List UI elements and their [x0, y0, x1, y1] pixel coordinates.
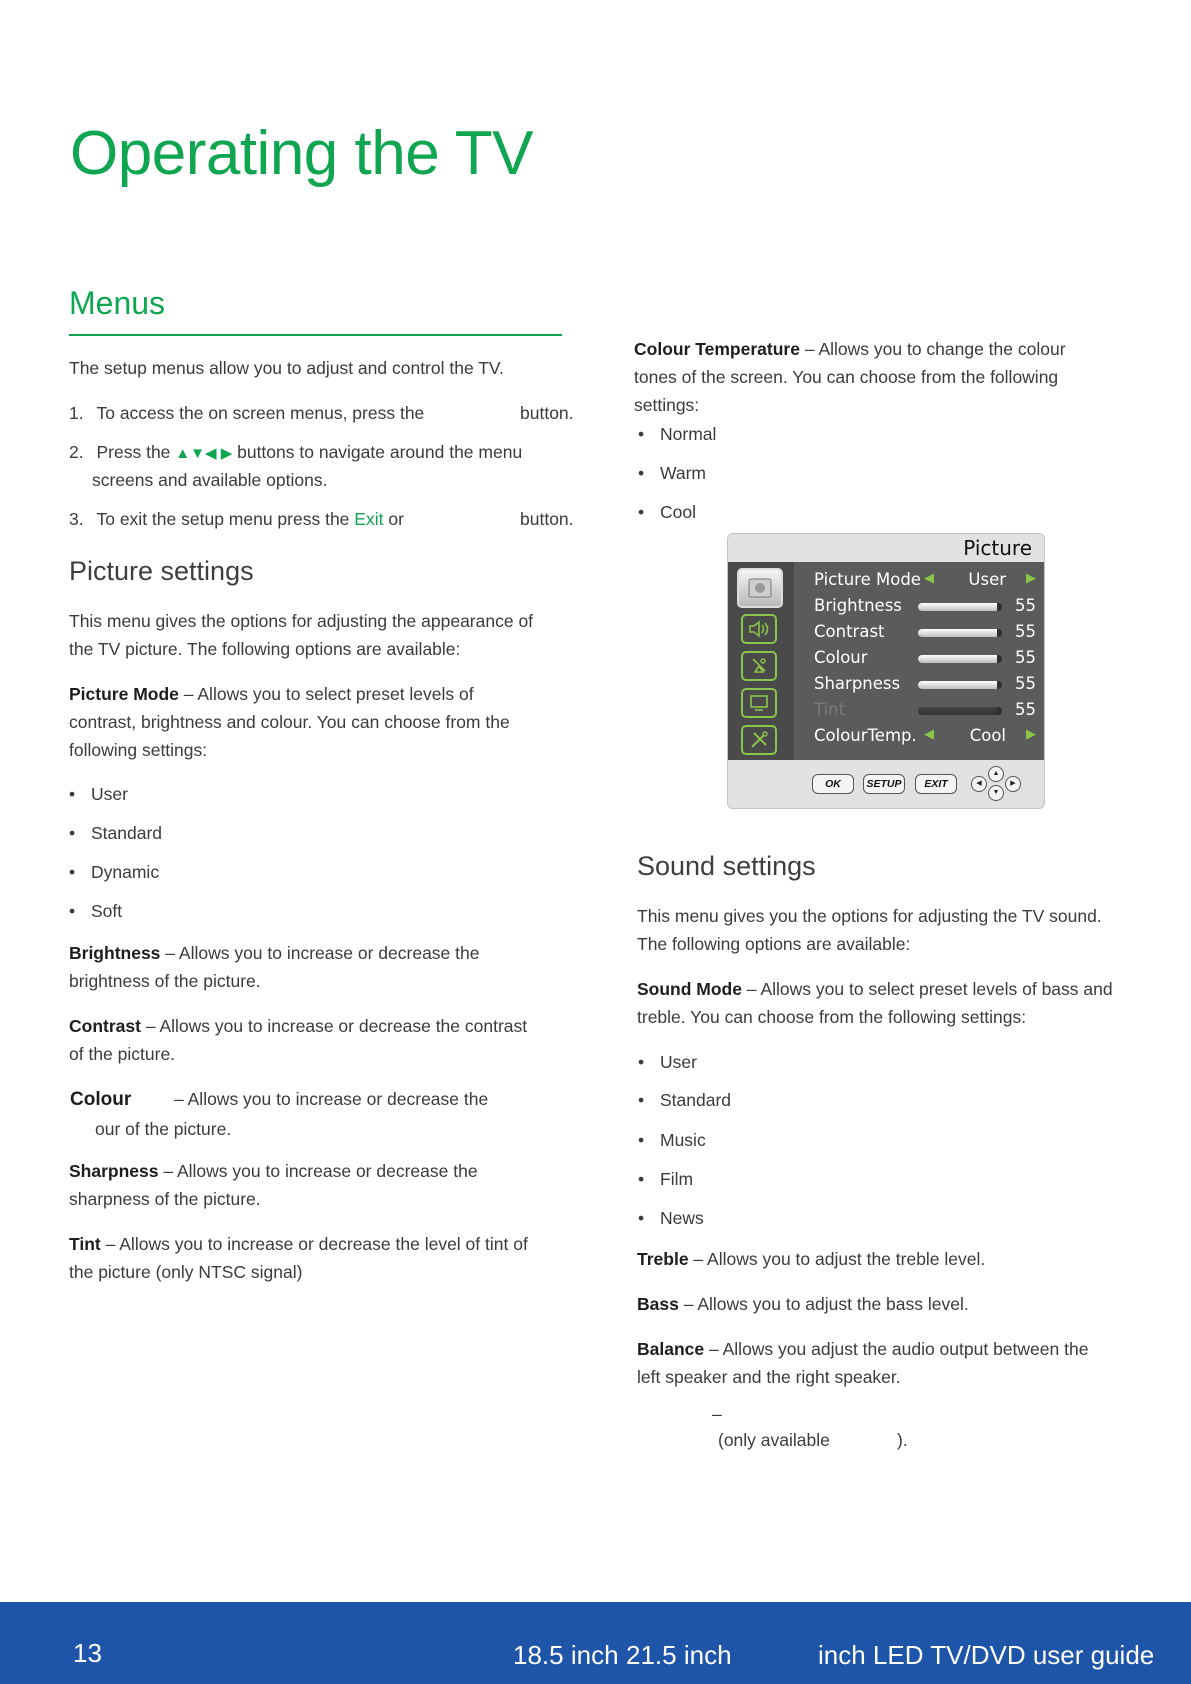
ok-button[interactable]: OK	[812, 774, 854, 794]
list-item-text: User	[91, 784, 128, 804]
sound-mode-label: Sound Mode	[637, 979, 742, 999]
menus-intro: The setup menus allow you to adjust and control the TV.	[69, 358, 504, 378]
bass-line	[637, 1290, 969, 1318]
list-item: • Warm	[638, 463, 707, 483]
colour-temp-label: Colour Temperature	[634, 339, 800, 359]
treble-line	[637, 1245, 985, 1273]
tint-l2: the picture (only NTSC signal)	[69, 1262, 303, 1282]
colour-l1: – Allows you to increase or decrease the	[174, 1089, 489, 1109]
list-item: • User	[69, 784, 128, 804]
osd-row-value: 55	[1015, 674, 1036, 693]
sound-mode-l2: treble. You can choose from the following settings:	[637, 1007, 1027, 1027]
step-text: To exit the setup menu press the	[96, 509, 350, 529]
list-item-text: Standard	[91, 823, 163, 843]
list-item-text: Normal	[660, 424, 717, 444]
menus-step-2-line2: screens and available options.	[92, 470, 328, 490]
osd-row-value: 55	[1015, 700, 1036, 719]
menus-heading: Menus	[69, 285, 166, 321]
list-item: • Standard	[69, 823, 163, 843]
picture-mode-l1	[69, 680, 474, 708]
step-text: Press the	[96, 442, 171, 462]
colour-temp-l1	[634, 335, 1066, 363]
arrow-keys-icon: ▲▼◀ ▶	[175, 445, 233, 462]
sound-settings-heading: Sound settings	[637, 851, 816, 881]
menus-step-1-end: button.	[520, 403, 574, 423]
osd-row-label: Contrast	[814, 622, 885, 641]
tint-l1	[69, 1230, 528, 1258]
slider-fill	[918, 681, 997, 689]
osd-row-value: User	[968, 570, 1006, 589]
menus-divider	[69, 334, 562, 336]
step-number: 1.	[69, 403, 84, 423]
nav-down-icon[interactable]: ▼	[988, 785, 1004, 801]
step-number: 2.	[69, 442, 84, 462]
screen-icon[interactable]	[741, 688, 777, 718]
setup-button[interactable]: SETUP	[863, 774, 905, 794]
colour-temp-l2: tones of the screen. You can choose from the following	[634, 367, 1059, 387]
arrow-right-icon[interactable]: ▶	[1026, 571, 1036, 586]
step-or: or	[388, 509, 404, 529]
arrow-left-icon[interactable]: ◀	[924, 727, 934, 742]
balance-label: Balance	[637, 1339, 705, 1359]
list-item: • Music	[638, 1130, 706, 1150]
list-item: • Film	[638, 1169, 694, 1189]
footer-guide-title: inch LED TV/DVD user guide	[818, 1640, 1155, 1670]
osd-row-label: Tint	[814, 700, 846, 719]
balance-l2: left speaker and the right speaker.	[637, 1367, 901, 1387]
osd-row-value: 55	[1015, 622, 1036, 641]
sharpness-l1	[69, 1157, 478, 1185]
arrow-left-icon[interactable]: ◀	[924, 571, 934, 586]
osd-row-value: Cool	[969, 726, 1006, 745]
colour-temp-l3: settings:	[634, 395, 700, 415]
list-item: • Dynamic	[69, 862, 160, 882]
contrast-l2: of the picture.	[69, 1044, 176, 1064]
list-item-text: Cool	[660, 502, 696, 522]
partial-close-paren: ).	[897, 1430, 908, 1450]
channel-icon[interactable]	[741, 651, 777, 681]
sound-mode-l1	[637, 975, 1113, 1003]
picture-mode-l2: contrast, brightness and colour. You can choose from the	[69, 712, 510, 732]
footer-size-2: 21.5 inch	[626, 1640, 732, 1670]
list-item: • Standard	[638, 1090, 732, 1110]
partial-dash: –	[712, 1404, 722, 1424]
osd-row-colour-temp[interactable]	[814, 724, 1036, 750]
osd-row-brightness[interactable]	[814, 594, 1036, 620]
osd-row-label: Colour	[814, 648, 868, 667]
page-number: 13	[73, 1638, 102, 1668]
list-item-text: Warm	[660, 463, 707, 483]
tint-label: Tint	[69, 1234, 101, 1254]
list-item: • Normal	[638, 424, 717, 444]
osd-row-sharpness[interactable]	[814, 672, 1036, 698]
picture-mode-desc: – Allows you to select preset levels of	[178, 684, 474, 704]
menus-step-3-end: button.	[520, 509, 574, 529]
slider-fill	[918, 707, 997, 715]
balance-l1	[637, 1335, 1088, 1363]
tint-desc: – Allows you to increase or decrease the level of tint of	[100, 1234, 528, 1254]
exit-button[interactable]: EXIT	[915, 774, 957, 794]
osd-row-colour[interactable]	[814, 646, 1036, 672]
slider-track[interactable]	[918, 603, 1002, 611]
sharpness-desc: – Allows you to increase or decrease the	[158, 1161, 478, 1181]
sharpness-l2: sharpness of the picture.	[69, 1189, 261, 1209]
sharpness-label: Sharpness	[69, 1161, 159, 1181]
list-item: • Cool	[638, 502, 696, 522]
osd-row-picture-mode[interactable]	[814, 568, 1036, 594]
slider-track[interactable]	[918, 681, 1002, 689]
nav-left-icon[interactable]: ◀	[971, 776, 987, 792]
treble-label: Treble	[637, 1249, 689, 1269]
osd-row-contrast[interactable]	[814, 620, 1036, 646]
brightness-l1	[69, 939, 479, 967]
contrast-label: Contrast	[69, 1016, 141, 1036]
nav-up-icon[interactable]: ▲	[988, 766, 1004, 782]
slider-track[interactable]	[918, 655, 1002, 663]
nav-right-icon[interactable]: ▶	[1005, 776, 1021, 792]
menus-step-2	[69, 438, 522, 468]
colour-temp-desc: – Allows you to change the colour	[799, 339, 1066, 359]
list-item-text: User	[660, 1052, 697, 1072]
picture-menu-screenshot	[727, 533, 1045, 809]
osd-row-label: Brightness	[814, 596, 902, 615]
osd-row-tint[interactable]	[814, 698, 1036, 724]
step-text: To access the on screen menus, press the	[96, 403, 425, 423]
osd-title: Picture	[963, 536, 1032, 560]
colour-label-text: Colour	[70, 1089, 132, 1110]
page-title: Operating the TV	[70, 119, 534, 188]
contrast-desc: – Allows you to increase or decrease the contrast	[140, 1016, 528, 1036]
picture-intro-l1: This menu gives the options for adjusting the appearance of	[69, 611, 534, 631]
osd-row-label: Picture Mode	[814, 570, 921, 589]
picture-intro-l2: the TV picture. The following options are available:	[69, 639, 461, 659]
osd-row-value: 55	[1015, 648, 1036, 667]
osd-row-label: ColourTemp.	[814, 726, 917, 745]
list-item-text: Film	[660, 1169, 694, 1189]
list-item-text: Music	[660, 1130, 706, 1150]
brightness-desc: – Allows you to increase or decrease the	[160, 943, 480, 963]
brightness-l2: brightness of the picture.	[69, 971, 261, 991]
footer-bar	[0, 1602, 1191, 1684]
bass-desc: – Allows you to adjust the bass level.	[678, 1294, 969, 1314]
arrow-right-icon[interactable]: ▶	[1026, 727, 1036, 742]
picture-mode-l3: following settings:	[69, 740, 208, 760]
sound-intro-l1: This menu gives you the options for adjusting the TV sound.	[637, 906, 1102, 926]
list-item: • News	[638, 1208, 704, 1228]
balance-desc: – Allows you adjust the audio output between the	[704, 1339, 1089, 1359]
exit-keyword: Exit	[354, 509, 384, 529]
contrast-l1	[69, 1012, 527, 1040]
list-item-text: Standard	[660, 1090, 732, 1110]
sound-intro-l2: The following options are available:	[637, 934, 911, 954]
picture-mode-label: Picture Mode	[69, 684, 179, 704]
treble-desc: – Allows you to adjust the treble level.	[688, 1249, 986, 1269]
list-item-text: Dynamic	[91, 862, 160, 882]
list-item-text: News	[660, 1208, 704, 1228]
step-number: 3.	[69, 509, 84, 529]
list-item-text: Soft	[91, 901, 123, 921]
osd-row-label: Sharpness	[814, 674, 901, 693]
slider-fill	[918, 655, 997, 663]
picture-icon[interactable]	[737, 568, 783, 608]
slider-track[interactable]	[918, 629, 1002, 637]
picture-settings-heading: Picture settings	[69, 556, 254, 586]
sound-mode-desc: – Allows you to select preset levels of bass and	[741, 979, 1113, 999]
list-item: • User	[638, 1052, 697, 1072]
colour-label	[70, 1086, 131, 1114]
bass-label: Bass	[637, 1294, 679, 1314]
menus-step-3	[69, 505, 404, 533]
slider-track[interactable]	[918, 707, 1002, 715]
footer-size-1: 18.5 inch	[513, 1640, 619, 1670]
step-text-post: buttons to navigate around the menu	[237, 442, 523, 462]
osd-row-value: 55	[1015, 596, 1036, 615]
tools-icon[interactable]	[741, 725, 777, 755]
list-item: • Soft	[69, 901, 123, 921]
colour-l2: our of the picture.	[95, 1119, 232, 1139]
sound-icon[interactable]	[741, 614, 777, 644]
menus-step-1	[69, 399, 424, 427]
slider-fill	[918, 629, 997, 637]
partial-only-available: (only available	[718, 1430, 830, 1450]
slider-fill	[918, 603, 997, 611]
brightness-label: Brightness	[69, 943, 161, 963]
